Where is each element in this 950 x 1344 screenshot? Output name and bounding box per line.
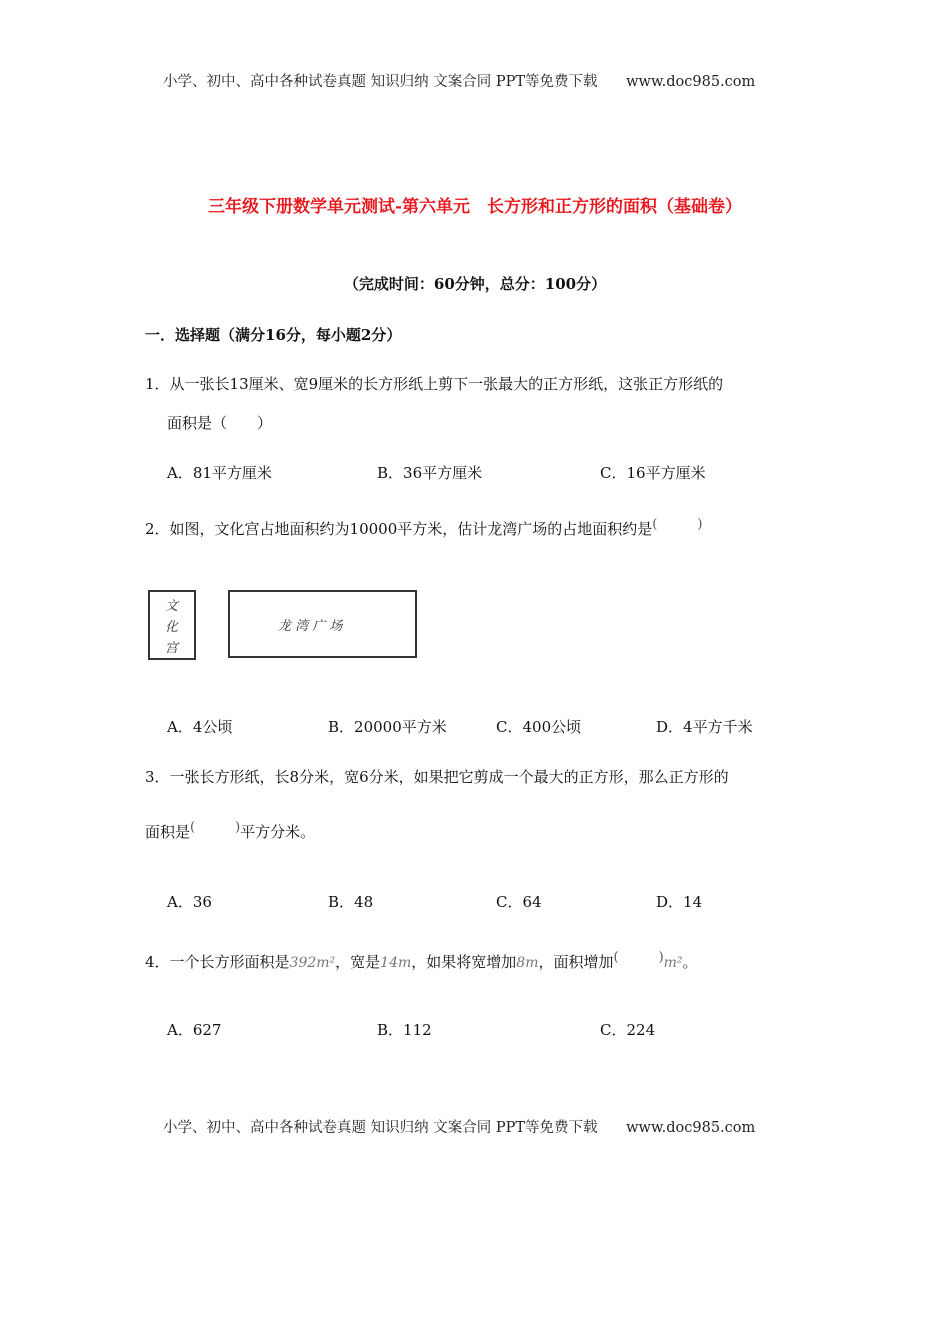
question-3-option-c[interactable]: C．64 [496,893,542,911]
answer-paren-open: ( [613,950,619,965]
answer-paren-open: ( [652,517,658,532]
question-1-line2: 面积是（ ） [167,414,273,432]
question-2-text [145,518,702,539]
question-4-option-b[interactable]: B．112 [377,1021,432,1039]
question-3-option-b[interactable]: B．48 [328,893,374,911]
question-4-end: 。 [682,953,698,971]
question-4-text [145,951,698,972]
header-banner [163,70,755,91]
answer-paren-close: ) [658,950,664,965]
question-2-option-a[interactable]: A．4公顷 [167,718,233,736]
question-3-option-a[interactable]: A．36 [167,893,212,911]
header-banner-text: 小学、初中、高中各种试卷真题 知识归纳 文案合同 PPT等免费下载 [163,74,598,90]
question-3-pre: 面积是 [145,823,191,841]
question-3-line2 [145,821,315,842]
question-4-area: 392m² [289,955,336,971]
footer-banner [163,1116,755,1137]
question-4-increase: 8m [516,955,539,971]
footer-banner-text: 小学、初中、高中各种试卷真题 知识归纳 文案合同 PPT等免费下载 [163,1120,598,1136]
question-1-option-c[interactable]: C．16平方厘米 [600,464,706,482]
question-1-option-a[interactable]: A．81平方厘米 [167,464,272,482]
question-3-option-d[interactable]: D．14 [656,893,703,911]
question-2-stem: 2．如图，文化宫占地面积约为10000平方米，估计龙湾广场的占地面积约是 [145,520,653,538]
question-2-option-c[interactable]: C．400公顷 [496,718,582,736]
question-4-mid1: ，宽是 [335,953,381,971]
question-3-post: 平方分米。 [240,823,316,841]
section-heading: 一．选择题（满分16分，每小题2分） [145,326,402,344]
header-url[interactable]: www.doc985.com [626,74,756,90]
footer-url[interactable]: www.doc985.com [626,1120,756,1136]
question-4-option-c[interactable]: C．224 [600,1021,656,1039]
question-1-option-b[interactable]: B．36平方厘米 [377,464,483,482]
figure-longwan-label: 龙 湾 广 场 [278,619,343,634]
question-4-width: 14m [380,955,412,971]
page-subtitle: （完成时间：60分钟，总分：100分） [343,275,607,293]
question-2-option-d[interactable]: D．4平方千米 [656,718,753,736]
question-1-line1: 1．从一张长13厘米、宽9厘米的长方形纸上剪下一张最大的正方形纸，这张正方形纸的 [145,375,724,393]
question-4-mid3: ，面积增加 [538,953,614,971]
question-4-pre: 4．一个长方形面积是 [145,953,290,971]
page-title: 三年级下册数学单元测试-第六单元 长方形和正方形的面积（基础卷） [207,197,743,217]
answer-paren-close: ) [697,517,703,532]
question-4-unit: m² [663,955,683,971]
question-2-option-b[interactable]: B．20000平方米 [328,718,447,736]
question-4-mid2: ，如果将宽增加 [411,953,517,971]
question-4-option-a[interactable]: A．627 [167,1021,222,1039]
question-3-line1: 3．一张长方形纸，长8分米，宽6分米，如果把它剪成一个最大的正方形，那么正方形的 [145,768,729,786]
answer-paren-close: ) [235,820,241,835]
answer-paren-open: ( [190,820,196,835]
figure-wenhuagong-label: 文化宫 [165,599,179,656]
